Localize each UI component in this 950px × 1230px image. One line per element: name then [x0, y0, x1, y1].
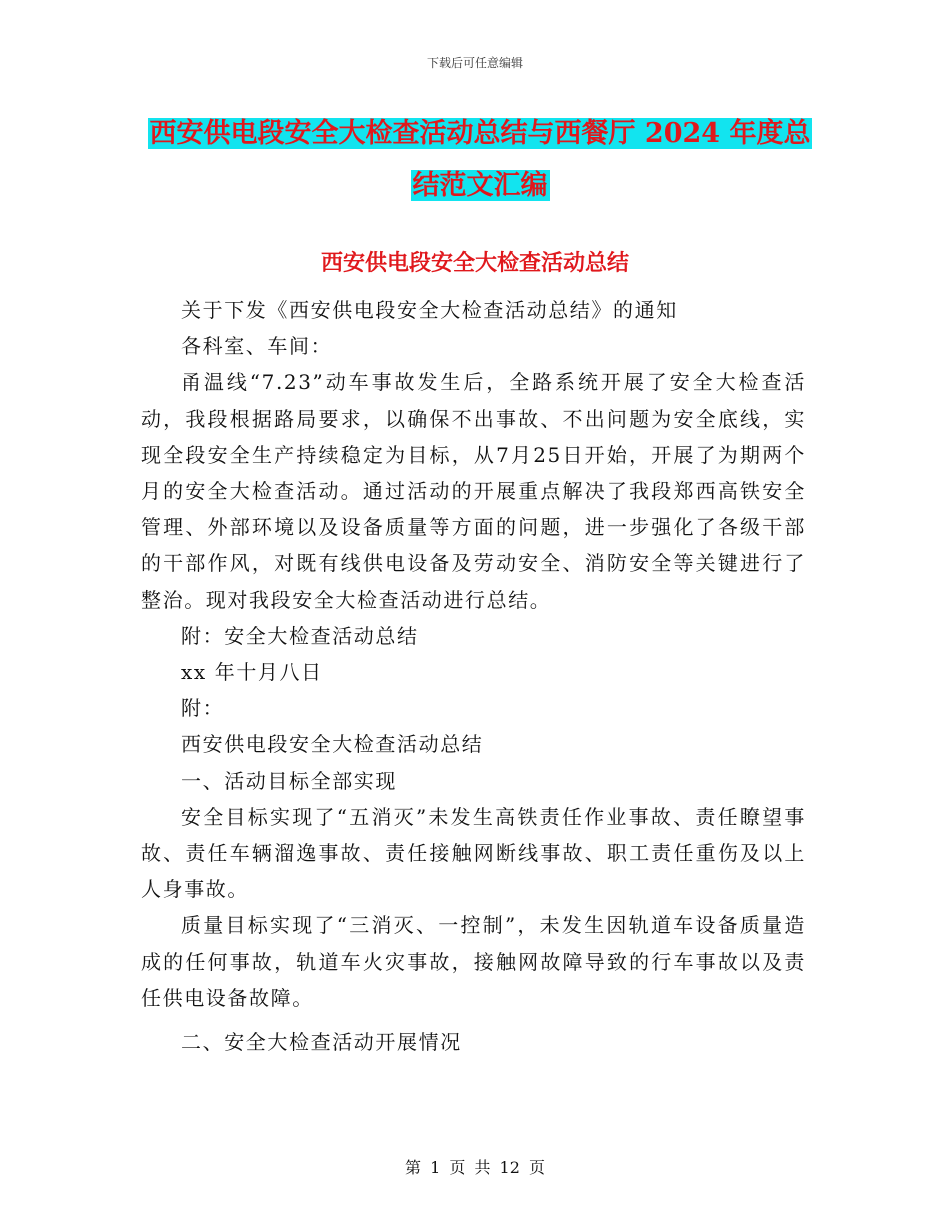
- paragraph: 二、安全大检查活动开展情况: [181, 1030, 462, 1055]
- paragraph: 西安供电段安全大检查活动总结: [181, 732, 484, 757]
- paragraph: 一、活动目标全部实现: [181, 768, 397, 793]
- paragraph: 安全目标实现了“五消灭”未发生高铁责任作业事故、责任瞭望事故、责任车辆溜逸事故、责任接触网断线事故、职工责任重伤及以上人身事故。: [141, 804, 806, 902]
- page-footer: 第 1 页 共 12 页: [405, 1158, 545, 1177]
- paragraph: 关于下发《西安供电段安全大检查活动总结》的通知: [181, 298, 678, 322]
- title-line-2: 结范文汇编: [412, 170, 548, 201]
- title-line-1: 西安供电段安全大检查活动总结与西餐厅 2024 年度总: [149, 118, 811, 149]
- paragraph: 附：安全大检查活动总结: [181, 623, 419, 648]
- paragraph: 附：: [181, 696, 225, 721]
- paragraph: 各科室、车间：: [181, 334, 333, 359]
- paragraph: 质量目标实现了“三消灭、一控制”，未发生因轨道车设备质量造成的任何事故，轨道车火灾事故，接触网故障导致的行车事故以及责任供电设备故障。: [141, 913, 806, 1010]
- document-body: [141, 292, 806, 1060]
- document-title: [140, 108, 820, 212]
- paragraph: xx 年十月八日: [181, 660, 323, 685]
- section-title: 西安供电段安全大检查活动总结: [320, 250, 629, 276]
- paragraph: 甬温线“7.23”动车事故发生后，全路系统开展了安全大检查活动，我段根据路局要求，以确保不出事故、不出问题为安全底线，实现全段安全生产持续稳定为目标，从7月25日开始，开展了为期两个月的安全大检查活动。通过活动的开展重点解决了我段郑西高铁安全管理、外部环境以及设备质量等方面的问题，进一步强化了各级干部的干部作风，对既有线供电设备及劳动安全、消防安全等关键进行了整治。现对我段安全大检查活动进行总结。: [141, 370, 806, 612]
- page-header: 下载后可任意编辑: [426, 56, 523, 70]
